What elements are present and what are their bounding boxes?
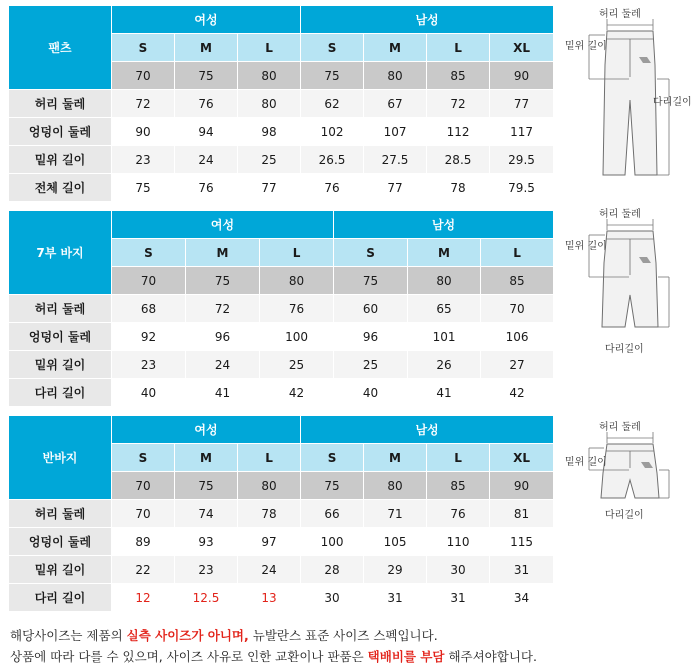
measure-value: 102: [301, 118, 364, 146]
measure-value: 78: [427, 174, 490, 202]
measure-value: 75: [112, 174, 175, 202]
table-row: [9, 351, 554, 379]
measure-value: 28.5: [427, 146, 490, 174]
measure-value: 26.5: [301, 146, 364, 174]
diagram-shorts: [565, 418, 695, 578]
size-label: L: [238, 444, 301, 472]
footer-line2-highlight: 택배비를 부담: [367, 649, 445, 664]
measure-value: 98: [238, 118, 301, 146]
measure-value: 77: [238, 174, 301, 202]
diagram-label-waist: 허리 둘레: [599, 422, 641, 433]
measure-value: 115: [490, 528, 554, 556]
measure-value: 79.5: [490, 174, 554, 202]
size-number: 75: [301, 472, 364, 500]
gender-header-men: 남성: [301, 6, 554, 34]
size-number: 80: [364, 472, 427, 500]
table-title-cell: 7부 바지: [9, 211, 112, 295]
measure-value: 105: [364, 528, 427, 556]
measure-value: 92: [112, 323, 186, 351]
measure-value: 34: [490, 584, 554, 612]
gender-header-men: 남성: [301, 416, 554, 444]
size-number: 85: [427, 472, 490, 500]
measure-label: 엉덩이 둘레: [9, 118, 112, 146]
measure-label: 밑위 길이: [9, 146, 112, 174]
size-number: 80: [364, 62, 427, 90]
measure-value: 31: [427, 584, 490, 612]
measure-value: 74: [175, 500, 238, 528]
size-number: 75: [334, 267, 408, 295]
table-row: [9, 528, 554, 556]
measure-value: 25: [238, 146, 301, 174]
table-title-cell: 팬츠: [9, 6, 112, 90]
size-label: M: [186, 239, 260, 267]
measure-label: 다리 길이: [9, 584, 112, 612]
measure-value: 76: [260, 295, 334, 323]
size-label: L: [427, 34, 490, 62]
measure-value: 81: [490, 500, 554, 528]
size-label: M: [408, 239, 481, 267]
diagram-label-rise: 밑위 길이: [565, 241, 607, 252]
measure-label: 밑위 길이: [9, 556, 112, 584]
measure-value: 31: [364, 584, 427, 612]
diagram-label-waist: 허리 둘레: [599, 209, 641, 220]
measure-value: 42: [481, 379, 554, 407]
diagram-label-leg: 다리길이: [605, 510, 644, 521]
measure-value: 70: [112, 500, 175, 528]
measure-value: 23: [175, 556, 238, 584]
measure-value: 76: [175, 90, 238, 118]
measure-value: 24: [238, 556, 301, 584]
size-label: L: [238, 34, 301, 62]
footer-line2-part2: 해주셔야합니다.: [444, 649, 537, 664]
measure-value: 41: [186, 379, 260, 407]
measure-value: 23: [112, 146, 175, 174]
measure-value: 29.5: [490, 146, 554, 174]
measure-value: 70: [481, 295, 554, 323]
measure-value: 110: [427, 528, 490, 556]
table-row: [9, 146, 554, 174]
table-row-header-gender: [9, 416, 554, 444]
diagram-label-rise: 밑위 길이: [565, 41, 607, 52]
size-number: 80: [238, 472, 301, 500]
table-row: [9, 118, 554, 146]
measure-value: 96: [334, 323, 408, 351]
size-label: M: [364, 34, 427, 62]
table-row: [9, 174, 554, 202]
footer-line-2: [10, 646, 690, 667]
measure-value: 27: [481, 351, 554, 379]
measure-value: 25: [260, 351, 334, 379]
measure-value: 101: [408, 323, 481, 351]
size-number: 70: [112, 472, 175, 500]
measure-value: 28: [301, 556, 364, 584]
measure-value: 80: [238, 90, 301, 118]
table-row: [9, 379, 554, 407]
table-row: [9, 556, 554, 584]
diagram-label-waist: 허리 둘레: [599, 9, 641, 20]
measure-value: 12: [112, 584, 175, 612]
measure-value: 71: [364, 500, 427, 528]
measure-value: 13: [238, 584, 301, 612]
footer-line1-part2: 뉴발란스 표준 사이즈 스펙입니다.: [248, 628, 438, 643]
size-label: S: [112, 239, 186, 267]
measure-value: 89: [112, 528, 175, 556]
size-label: S: [334, 239, 408, 267]
measure-value: 100: [301, 528, 364, 556]
table-row: [9, 323, 554, 351]
measure-value: 97: [238, 528, 301, 556]
size-table-shorts: [8, 415, 554, 612]
measure-value: 107: [364, 118, 427, 146]
size-number: 75: [175, 62, 238, 90]
measure-value: 24: [175, 146, 238, 174]
table-row: [9, 90, 554, 118]
size-number: 85: [427, 62, 490, 90]
measure-value: 60: [334, 295, 408, 323]
measure-value: 77: [364, 174, 427, 202]
measure-value: 67: [364, 90, 427, 118]
measure-label: 허리 둘레: [9, 90, 112, 118]
size-number: 70: [112, 267, 186, 295]
diagram-label-leg: 다리길이: [653, 97, 692, 108]
size-number: 80: [408, 267, 481, 295]
measure-value: 68: [112, 295, 186, 323]
measure-value: 62: [301, 90, 364, 118]
size-number: 75: [301, 62, 364, 90]
measure-value: 76: [301, 174, 364, 202]
size-label: M: [175, 444, 238, 472]
measure-value: 12.5: [175, 584, 238, 612]
table-title-cell: 반바지: [9, 416, 112, 500]
gender-header-women: 여성: [112, 6, 301, 34]
size-label: M: [364, 444, 427, 472]
size-number: 80: [238, 62, 301, 90]
measure-value: 22: [112, 556, 175, 584]
gender-header-women: 여성: [112, 211, 334, 239]
measure-value: 30: [301, 584, 364, 612]
measure-value: 90: [112, 118, 175, 146]
measure-label: 밑위 길이: [9, 351, 112, 379]
measure-value: 29: [364, 556, 427, 584]
table-row-header-gender: [9, 211, 554, 239]
shorts-illustration: [565, 418, 695, 578]
measure-value: 66: [301, 500, 364, 528]
footer-line1-highlight: 실측 사이즈가 아니며,: [126, 628, 249, 643]
measure-value: 117: [490, 118, 554, 146]
measure-value: 72: [427, 90, 490, 118]
measure-value: 40: [112, 379, 186, 407]
measure-value: 77: [490, 90, 554, 118]
measure-label: 다리 길이: [9, 379, 112, 407]
size-label: S: [301, 444, 364, 472]
size-label: S: [301, 34, 364, 62]
measure-value: 23: [112, 351, 186, 379]
gender-header-men: 남성: [334, 211, 554, 239]
measure-value: 106: [481, 323, 554, 351]
diagram-label-rise: 밑위 길이: [565, 457, 607, 468]
size-label: XL: [490, 34, 554, 62]
measure-value: 94: [175, 118, 238, 146]
footer-line-1: [10, 625, 690, 646]
size-label: M: [175, 34, 238, 62]
size-label: S: [112, 34, 175, 62]
size-label: L: [481, 239, 554, 267]
size-number: 90: [490, 472, 554, 500]
size-number: 75: [186, 267, 260, 295]
table-row-header-gender: [9, 6, 554, 34]
size-label: S: [112, 444, 175, 472]
measure-value: 65: [408, 295, 481, 323]
capri-pants-illustration: [565, 205, 695, 385]
table-row: [9, 584, 554, 612]
size-table-block-capri: [8, 210, 553, 407]
diagram-capri-pants: [565, 205, 695, 385]
measure-value: 76: [427, 500, 490, 528]
measure-label: 엉덩이 둘레: [9, 528, 112, 556]
size-label: XL: [490, 444, 554, 472]
measure-value: 72: [112, 90, 175, 118]
table-row: [9, 500, 554, 528]
measure-value: 76: [175, 174, 238, 202]
measure-value: 40: [334, 379, 408, 407]
measure-value: 25: [334, 351, 408, 379]
diagram-label-leg: 다리길이: [605, 344, 644, 355]
measure-value: 78: [238, 500, 301, 528]
measure-label: 허리 둘레: [9, 295, 112, 323]
measure-value: 93: [175, 528, 238, 556]
size-table-capri: [8, 210, 554, 407]
measure-value: 112: [427, 118, 490, 146]
size-label: L: [427, 444, 490, 472]
measure-value: 96: [186, 323, 260, 351]
measure-label: 엉덩이 둘레: [9, 323, 112, 351]
size-number: 80: [260, 267, 334, 295]
measure-value: 30: [427, 556, 490, 584]
measure-value: 41: [408, 379, 481, 407]
measure-label: 허리 둘레: [9, 500, 112, 528]
measure-value: 26: [408, 351, 481, 379]
size-number: 90: [490, 62, 554, 90]
size-table-block-pants: [8, 5, 553, 202]
measure-value: 31: [490, 556, 554, 584]
footer-notes: [10, 625, 690, 667]
gender-header-women: 여성: [112, 416, 301, 444]
measure-label: 전체 길이: [9, 174, 112, 202]
measure-value: 24: [186, 351, 260, 379]
size-number: 70: [112, 62, 175, 90]
measure-value: 72: [186, 295, 260, 323]
measure-value: 42: [260, 379, 334, 407]
table-row: [9, 295, 554, 323]
size-label: L: [260, 239, 334, 267]
footer-line2-part1: 상품에 따라 다를 수 있으며, 사이즈 사유로 인한 교환이나 판품은: [10, 649, 368, 664]
size-table-pants: [8, 5, 554, 202]
diagram-long-pants: [565, 5, 695, 195]
measure-value: 27.5: [364, 146, 427, 174]
size-number: 85: [481, 267, 554, 295]
size-table-block-shorts: [8, 415, 553, 612]
footer-line1-part1: 해당사이즈는 제품의: [10, 628, 127, 643]
measure-value: 100: [260, 323, 334, 351]
size-number: 75: [175, 472, 238, 500]
